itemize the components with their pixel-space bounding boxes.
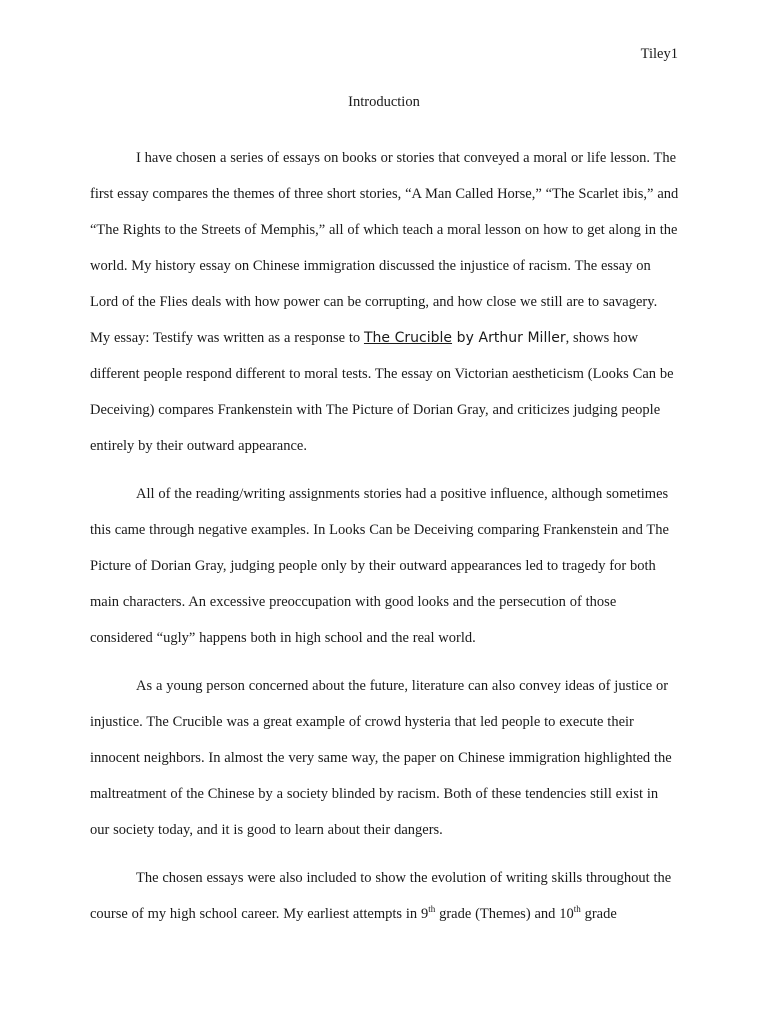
paragraph-2: All of the reading/writing assignments stories had a positive influence, although sometimes this came through negative examples. In Looks Can be Deceiving comparing Frankenstein and The Picture of Dorian Gray, judging people only by their outward appearances led to tragedy for both main characters. An excessive preoccupation with good looks and the persecution of those considered “ugly” happens both in high school and the real world. [90,486,669,646]
paragraph-3: As a young person concerned about the future, literature can also convey ideas of justice or injustice. The Crucible was a great example of crowd hysteria that led people to execute their innocent neighbors. In almost the very same way, the paper on Chinese immigration highlighted the maltreatment of the Chinese by a society blinded by racism. Both of these tendencies still exist in our society today, and it is good to learn about their dangers. [90,678,672,838]
page-title: Introduction [348,94,420,110]
paragraph-1-text-end: , shows how different people respond different to moral tests. The essay on Victorian aestheticism (Looks Can be Deceiving) compares Frankenstein with The Picture of Dorian Gray, and criticizes judging people entirely by their outward appearance. [90,330,674,454]
author-text: by Arthur Miller [452,330,566,346]
essay-body [90,140,680,944]
paragraph-1-text: I have chosen a series of essays on books or stories that conveyed a moral or life lesson. The first essay compares the themes of three short stories, “A Man Called Horse,” “The Scarlet ibis,” and “The Rights to the Streets of Memphis,” all of which teach a moral lesson on how to get along in the world. My history essay on Chinese immigration discussed the injustice of racism. The essay on Lord of the Flies deals with how power can be corrupting, and how close we still are to savagery. My essay: Testify was written as a response to [90,150,679,346]
paragraph-4 [90,860,680,932]
paragraph-4-text-b: grade (Themes) and 10 [435,906,574,922]
superscript-th-2: th [573,904,581,915]
superscript-th-1: th [428,904,436,915]
paragraph-1 [90,140,680,464]
paragraph-4-text-c: grade [580,906,617,922]
paragraph-4-text-a: The chosen essays were also included to show the evolution of writing skills throughout the course of my high school career. My earliest attempts in 9 [90,870,672,922]
running-head: Tiley1 [640,46,678,62]
crucible-link[interactable]: The Crucible [363,330,453,346]
